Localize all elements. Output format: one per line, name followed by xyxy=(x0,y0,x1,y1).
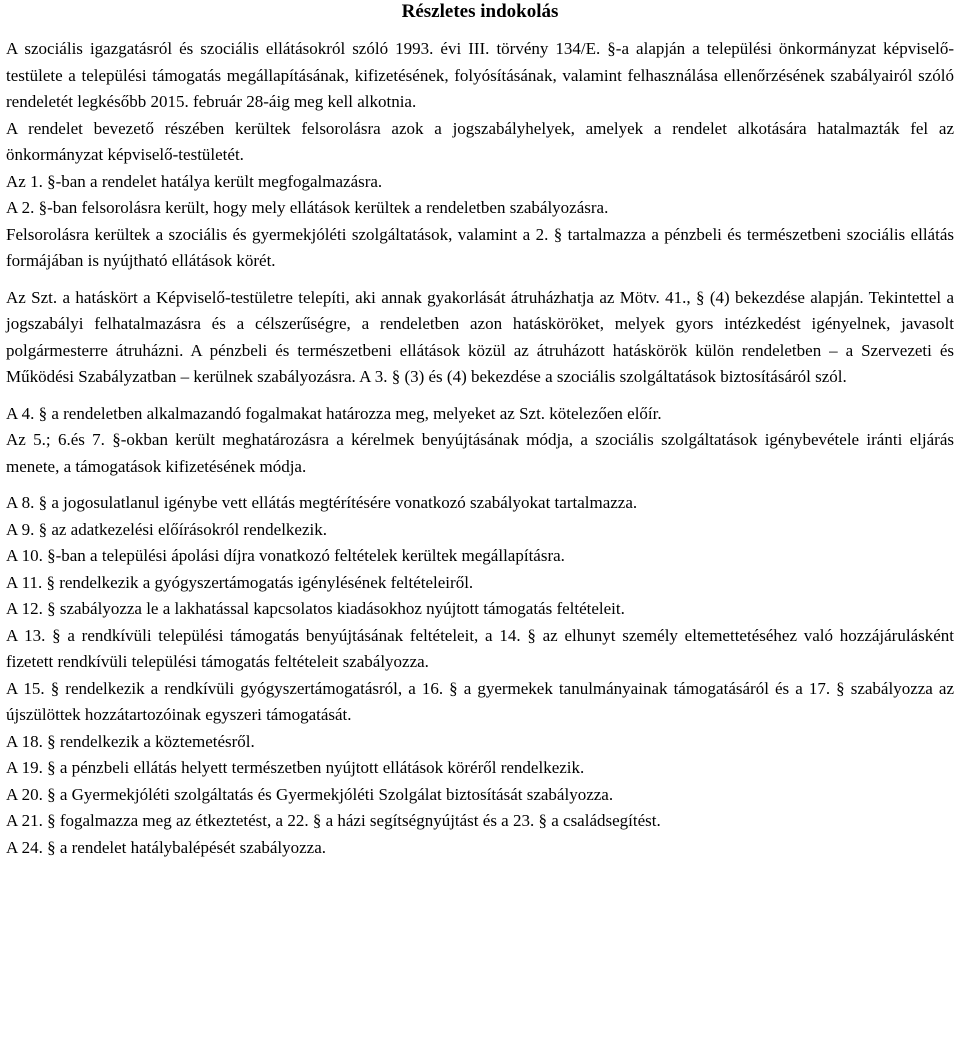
paragraph-section-4: A 4. § a rendeletben alkalmazandó fogalmakat határozza meg, melyeket az Szt. kötelezően előír. xyxy=(6,403,662,423)
paragraph-gap xyxy=(6,275,954,285)
paragraph-section-19: A 19. § a pénzbeli ellátás helyett természetben nyújtott ellátások köréről rendelkezik. xyxy=(6,758,585,777)
paragraph-section-12: A 12. § szabályozza le a lakhatással kapcsolatos kiadásokhoz nyújtott támogatás feltételeit. xyxy=(6,599,625,618)
paragraph-section-8: A 8. § a jogosulatlanul igénybe vett ellátás megtérítésére vonatkozó szabályokat tartalmazza. xyxy=(6,493,638,512)
document-title: Részletes indokolás xyxy=(401,1,559,22)
paragraph-sections-5-7: Az 5.; 6.és 7. §-okban került meghatározásra a kérelmek benyújtásának módja, a szociális szolgáltatások igénybevétele iránti eljárás menete, a támogatások kifizetésének módja. xyxy=(6,430,954,476)
paragraph-section-24: A 24. § a rendelet hatálybalépését szabályozza. xyxy=(6,837,327,857)
paragraph-section-18: A 18. § rendelkezik a köztemetésről. xyxy=(6,731,255,751)
paragraph-gap xyxy=(6,480,954,490)
paragraph-competence: Az Szt. a hatáskört a Képviselő-testületre telepíti, aki annak gyakorlását átruházhatja az Mötv. 41., § (4) bekezdése alapján. Tekintettel a jogszabályi felhatalmazásra és a célszerűségre, a rendeletben azon hatásköröket, melyek gyors intézkedést igényelnek, javasolt polgármesterre átruházni. A pénzbeli és természetbeni ellátások közül az átruházott hatáskörök külön rendeletben – a Szervezeti és Működési Szabályzatban – kerülnek szabályozásra. A 3. § (3) és (4) bekezdése a szociális szolgáltatások biztosításáról szól. xyxy=(6,287,954,386)
paragraph-section-20: A 20. § a Gyermekjóléti szolgáltatás és Gyermekjóléti Szolgálat biztosítását szabályozza. xyxy=(6,784,614,804)
paragraph-section-9: A 9. § az adatkezelési előírásokról rendelkezik. xyxy=(6,519,327,539)
paragraph-section-11: A 11. § rendelkezik a gyógyszertámogatás igénylésének feltételeiről. xyxy=(6,572,474,592)
paragraph-sections-15-17: A 15. § rendelkezik a rendkívüli gyógyszertámogatásról, a 16. § a gyermekek tanulmányainak támogatásáról és a 17. § szabályozza az újszülöttek hozzátartozóinak egyszeri támogatását. xyxy=(6,678,954,724)
paragraph-sections-13-14: A 13. § a rendkívüli települési támogatás benyújtásának feltételeit, a 14. § az elhunyt személy eltemettetéséhez való hozzájárulásként fizetett rendkívüli települési támogatás feltételeit szabályozza. xyxy=(6,625,954,671)
paragraph-section-1: Az 1. §-ban a rendelet hatálya került megfogalmazásra. xyxy=(6,171,383,191)
paragraph-legal-basis: A szociális igazgatásról és szociális ellátásokról szóló 1993. évi III. törvény 134/E. §-a alapján a települési önkormányzat képviselő-testülete a települési támogatás megállapításának, kifizetésének, folyósításának, valamint felhasználása ellenőrzésének szabályairól szóló rendeletét legkésőbb 2015. február 28-áig meg kell alkotnia. xyxy=(6,39,954,111)
paragraph-gap xyxy=(6,391,954,401)
paragraph-sections-21-23: A 21. § fogalmazza meg az étkeztetést, a 22. § a házi segítségnyújtást és a 23. § a családsegítést. xyxy=(6,811,661,830)
paragraph-section-10: A 10. §-ban a települési ápolási díjra vonatkozó feltételek kerültek megállapításra. xyxy=(6,546,565,565)
paragraph-section-2: A 2. §-ban felsorolásra került, hogy mely ellátások kerültek a rendeletben szabályozásra. xyxy=(6,198,609,217)
paragraph-services-list: Felsorolásra kerültek a szociális és gyermekjóléti szolgáltatások, valamint a 2. § tartalmazza a pénzbeli és természetbeni szociális ellátás formájában is nyújtható ellátások körét. xyxy=(6,224,954,270)
paragraph-introduction: A rendelet bevezető részében kerültek felsorolásra azok a jogszabályhelyek, amelyek a rendelet alkotására hatalmazták fel az önkormányzat képviselő-testületét. xyxy=(6,118,954,164)
